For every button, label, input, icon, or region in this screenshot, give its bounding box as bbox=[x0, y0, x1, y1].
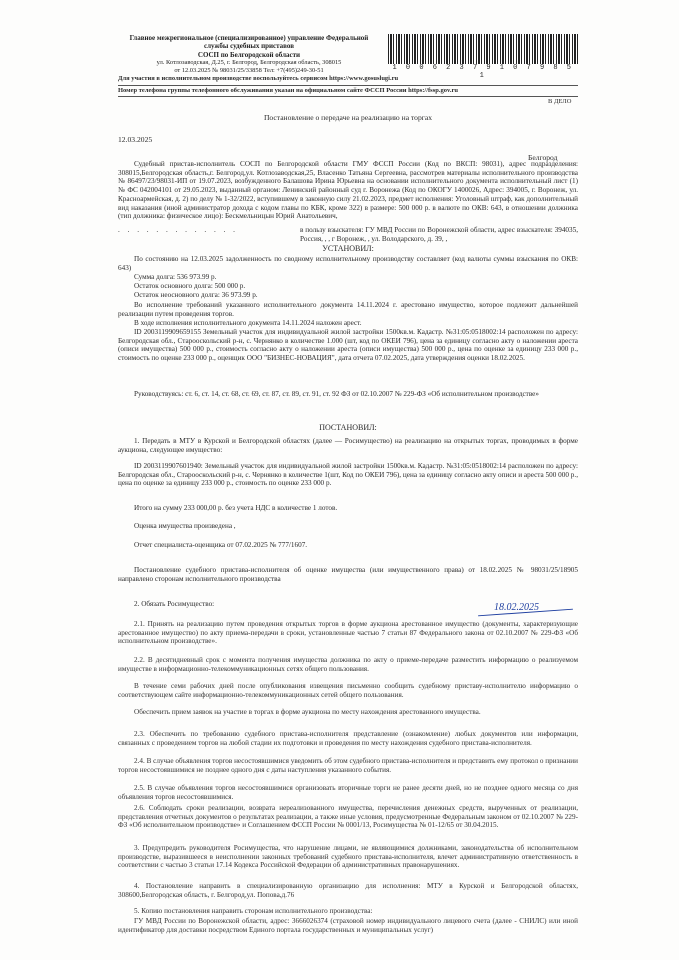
item-2-6: 2.6. Соблюдать сроки реализации, возврата нереализованного имущества, перечисления денежных средств, вырученных от реализации, представления отчетных документов о результатах реализации, а также иные условия, предусмотренные Федеральным законом от 02.10.2007 № 229-ФЗ «Об исполнительном производстве» и Соглашением ФССП России № 0001/13, Росимущества № 01-12/65 от 30.04.2015. bbox=[118, 804, 578, 830]
legal-basis: Руководствуясь: ст. 6, ст. 14, ст. 68, ст. 69, ст. 87, ст. 89, ст. 91, ст. 92 ФЗ от 02.10.2007 № 229-ФЗ «Об исполнительном производстве» bbox=[134, 390, 539, 398]
arrest-paragraph: Во исполнение требований указанного исполнительного документа 14.11.2024 г. арестовано имущество, которое подлежит дальнейшей реализации путем проведения торгов. bbox=[118, 301, 578, 318]
property-description: ID 2003119909659155 Земельный участок для индивидуальной жилой застройки 1500кв.м. Кадастр. №31:05:0518002:14 расположен по адресу: Белгородская обл., Старооскольский р-н, с. Чернянко в количестве 1.000 (шт, код по ОКЕИ 796), цена за единицу согласно акту о наложении ареста (описи имущества) 500 000 р., стоимость согласно акту о наложении ареста (описи имущества) 500 000 р., цена по оценке за единицу 233 000 р., стоимость по оценке 233 000 р., оценщик ООО "БИЗНЕС-НОВАЦИЯ", дата отчета 07.02.2025, дата утверждения оценки 18.02.2025. bbox=[118, 328, 578, 363]
recipient-paragraph: ГУ МВД России по Воронежской области, адрес: 3666026374 (страховой номер индивидуального лицевого счета (далее - СНИЛС) или иной идентификатор для доставки посредством Единого портала государственных и муниципальных услуг) bbox=[118, 917, 578, 934]
transfer-paragraph: 1. Передать в МТУ в Курской и Белгородской областях (далее — Росимущество) на реализацию на открытых торгах, проводимых в форме аукциона, следующее имущество: bbox=[118, 437, 578, 454]
document-date: 12.03.2025 bbox=[118, 135, 153, 144]
debt-remain-non: Остаток неосновного долга: 36 973.99 р. bbox=[134, 291, 258, 299]
item-2-2: 2.2. В десятидневный срок с момента получения имущества должника по акту о приеме-передаче разместить информацию о реализуемом имуществе в информационно-телекоммуникационных сетях общего пользования. bbox=[118, 656, 578, 673]
item-2-2-applications: Обеспечить прием заявок на участие в торгах в форме аукциона по месту нахождения арестованного имущества. bbox=[134, 708, 481, 716]
header-divider-2 bbox=[118, 96, 578, 97]
item-4: 4. Постановление направить в специализированную организацию для исполнения: МТУ в Курской и Белгородской областях, 308600,Белгородская область, г. Белгород,ул. Попова,д.76 bbox=[118, 882, 578, 899]
debt-remain: Остаток основного долга: 500 000 р. bbox=[134, 282, 246, 290]
redacted-dots: . . . . . . . . . . . . . bbox=[118, 226, 238, 234]
creditor-paragraph: в пользу взыскателя: ГУ МВД России по Воронежской области, адрес взыскателя: 394035, Россия, , , г Воронеж, , ул. Володарского, д. 39, , bbox=[300, 226, 578, 243]
issuer-header bbox=[118, 34, 380, 75]
item-3: 3. Предупредить руководителя Росимущества, что нарушение лицами, не являющимися должниками, законодательства об исполнительном производстве, выразившееся в неисполнении законных требований судебного пристава-исполнителя, влечет административную ответственность в соответствии с частью 3 статьи 17.14 Кодекса Российской Федерации об административных правонарушениях. bbox=[118, 844, 578, 870]
issuer-org-line-2: службы судебных приставов bbox=[203, 42, 295, 51]
document-city: Белгород bbox=[528, 153, 558, 162]
document-title: Постановление о передаче на реализацию на торгах bbox=[263, 113, 433, 122]
issuer-org-line-1: Главное межрегиональное (специализированное) управление Федеральной bbox=[129, 34, 369, 42]
debt-status-paragraph: По состоянию на 12.03.2025 задолженность по сводному исполнительному производству составляет (код валюты суммы взыскания по ОКВ: 643) bbox=[118, 255, 578, 272]
gosuslugi-service-line: Для участия в исполнительном производстве воспользуйтесь сервисом https://www.gosuslugi.ru bbox=[118, 75, 399, 82]
arrest-imposed: В ходе исполнения исполнительного документа 14.11.2024 наложен арест. bbox=[134, 319, 362, 327]
debt-sum: Сумма долга: 536 973.99 р. bbox=[134, 273, 217, 281]
total-amount: Итого на сумму 233 000,00 р. без учета НДС в количестве 1 лотов. bbox=[134, 504, 338, 512]
phone-info-line: Номер телефона группы телефонного обслуживания указан на официальном сайте ФССП России https://fssp.gov.ru bbox=[118, 87, 458, 94]
item-2-5: 2.5. В случае объявления торгов несостоявшимися организовать вторичные торги не ранее десяти дней, но не позднее одного месяца со дня объявления торгов несостоявшимися. bbox=[118, 784, 578, 801]
intro-paragraph: Судебный пристав-исполнитель СОСП по Белгородской области ГМУ ФССП России (Код по ВКСП: 98031), адрес подразделения: 308015,Белгородская область,г. Белгород,ул. Котлозаводская,25, Власенко Татьяна Сергеевна, рассмотрев материалы исполнительного производства № 86497/23/98031-ИП от 19.07.2023, возбужденного Балашова Ирина Юрьевна на основании исполнительного документа исполнительный лист (1) № ФС 042004101 от 29.05.2023, выданный органом: Ленинский районный суд г. Воронежа (Код по ОКОГУ 1400026, Адрес: 394005, г. Воронеж, ул. Красноармейская, д. 2) по делу № 1-32/2022, вступившему в законную силу 21.02.2023, предмет исполнения: Уголовный штраф, как дополнительный вид наказания (иной администратор дохода с кодом главы по КБК, кроме 322) в размере: 500 000 р. в валюте по ОКВ: 643, в отношении должника (тип должника: физическое лицо): Бескмельницын Юрий Анатольевич, bbox=[118, 160, 578, 221]
appraiser-report: Отчет специалиста-оценщика от 07.02.2025 № 777/1607. bbox=[134, 541, 308, 549]
postanovil-heading: ПОСТАНОВИЛ: bbox=[319, 423, 377, 432]
issuer-address-line-1: ул. Котлозаводская, Д.25, г. Белгород, Белгородская область, 308015 bbox=[156, 58, 342, 66]
header-divider bbox=[118, 85, 578, 86]
valuation-done: Оценка имущества произведена , bbox=[134, 522, 236, 530]
ustanovil-heading: УСТАНОВИЛ: bbox=[322, 244, 374, 253]
item-2-3: 2.3. Обеспечить по требованию судебного пристава-исполнителя представление (ознакомление) любых документов или информации, связанных с проведением торгов на любой стадии их подготовки и проведения по месту нахождения судебного пристава-исполнителя. bbox=[118, 730, 578, 747]
lot-description: ID 2003119907601940: Земельный участок для индивидуальной жилой застройки 1500кв.м. Кадастр. №31:05:0518002:14 расположен по адресу: Белгородская обл., Старооскольский р-н, с. Чернянко в количестве 1(шт, Код по ОКЕИ 796), цена за единицу согласно акту описи и ареста 500 000 р., цена по оценке за единицу 233 000 р., стоимость по оценке 233 000 р. bbox=[118, 462, 578, 488]
item-2-2-notify: В течение семи рабочих дней после опубликования извещения письменно сообщить судебному приставу-исполнителю информацию о соответствующем сайте информационно-телекоммуникационных сетей общего пользования. bbox=[118, 682, 578, 699]
handwritten-signature-date: 18.02.2025 bbox=[494, 602, 539, 613]
item-2-1: 2.1. Принять на реализацию путем проведения открытых торгов в форме аукциона арестованное имущество (документы, характеризующие арестованное имущество) по акту приема-передачи в сроки, установленные частью 7 статьи 87 Федерального закона от 02.10.2007 № 229-ФЗ «Об исполнительном производстве». bbox=[118, 620, 578, 646]
item-2-4: 2.4. В случае объявления торгов несостоявшимися уведомить об этом судебного пристава-исполнителя и представить ему протокол о признании торгов несостоявшимися не позднее одного дня с даты наступления указанного события. bbox=[118, 757, 578, 774]
item-5: 5. Копию постановления направить сторонам исполнительного производства: bbox=[134, 907, 373, 915]
issuer-address-line-2: от 12.03.2025 № 98031/25/33858 Тел: +7(495)249-30-51 bbox=[174, 67, 324, 75]
valuation-order-paragraph: Постановление судебного пристава-исполнителя об оценке имущества (или имущественного права) от 18.02.2025 № 98031/25/18905 направлено сторонам исполнительного производства bbox=[118, 566, 578, 583]
barcode-number: 1 0 0 6 2 3 7 9 1 0 7 9 8 5 1 bbox=[392, 64, 574, 80]
barcode-image bbox=[388, 34, 578, 64]
issuer-org-line-3: СОСП по Белгородской области bbox=[197, 50, 301, 59]
v-delo-stamp: В ДЕЛО bbox=[548, 98, 572, 105]
oblige-heading: 2. Обязать Росимущество: bbox=[134, 600, 215, 608]
